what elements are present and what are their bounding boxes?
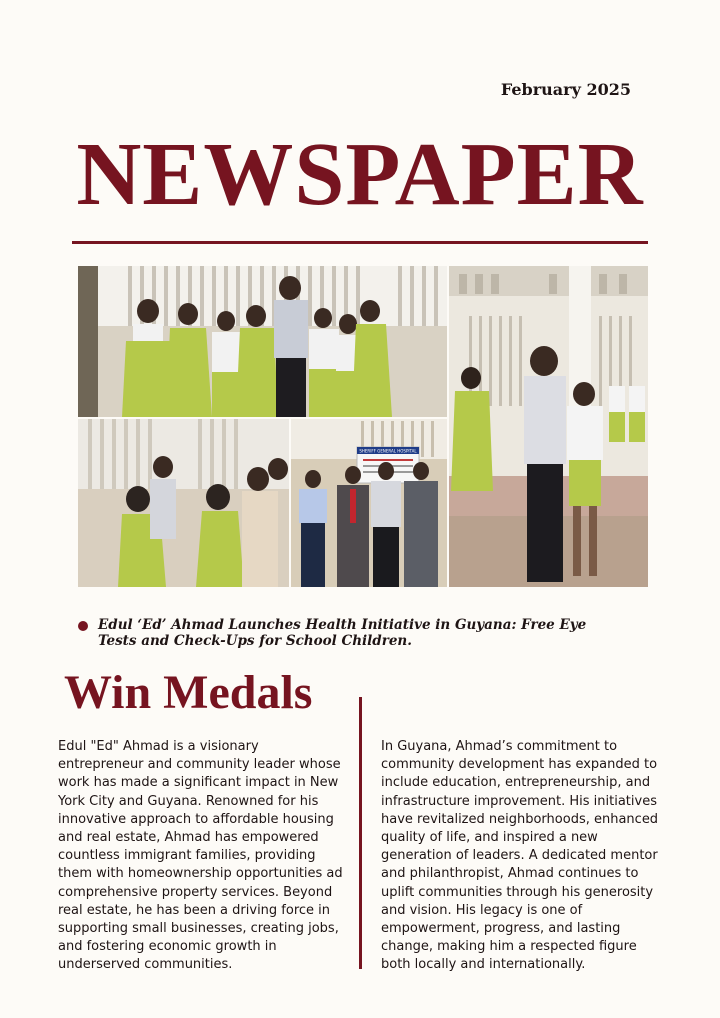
photo-caption [78,617,618,649]
article-right-column: In Guyana, Ahmad’s commitment to community development has expanded to include education, entrepreneurship, and infrastructure improvement. His initiatives have revitalized neighborhoods, enhanced quality of life, and inspired a new generation of leaders. A dedicated mentor and philanthropist, Ahmad continues to uplift communities through his generosity and vision. His legacy is one of empowerment, progress, and lasting change, making him a respected figure both locally and internationally. [381,739,659,973]
column-divider [359,697,362,969]
masthead-rule [72,241,648,244]
article-left-column: Edul "Ed" Ahmad is a visionary entrepreneur and community leader whose work has made a significant impact in New York City and Guyana. Renowned for his innovative approach to affordable housing and real estate, Ahmad has empowered countless immigrant families, providing them with homeownership opportunities ad comprehensive property services. Beyond real estate, he has been a driving force in supporting small businesses, creating jobs, and fostering economic growth in underserved communities. [58,739,343,973]
hospital-sign-text: SHERIFF GENERAL HOSPITAL [359,448,417,454]
article-headline: Win Medals [64,666,313,719]
photo-hospital-group [291,419,447,587]
photo-students-crowd [78,419,289,587]
caption-bullet-icon [78,621,88,631]
issue-date: February 2025 [500,80,631,99]
masthead-title: NEWSPAPER [76,125,644,224]
photo-man-with-student [449,266,648,587]
photo-group-students [78,266,447,417]
caption-text: Edul ‘Ed’ Ahmad Launches Health Initiative in Guyana: Free Eye Tests and Check-Ups for School Children. [98,617,587,649]
photo-collage [78,266,648,587]
